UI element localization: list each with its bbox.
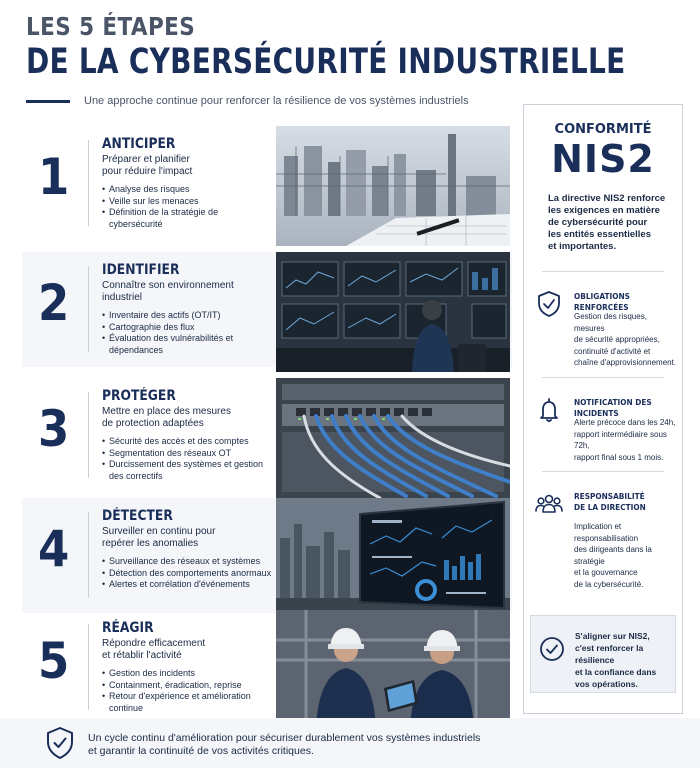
nis2-block-title bbox=[574, 397, 670, 419]
control-room-monitors-photo bbox=[276, 252, 510, 372]
step-bullets bbox=[102, 184, 272, 230]
nis2-block-body-line: continuité d'activité et bbox=[574, 346, 651, 356]
step-description-line: Mettre en place des mesures bbox=[102, 406, 231, 417]
step-title: RÉAGIR bbox=[102, 620, 154, 636]
nis2-block-body bbox=[574, 311, 678, 369]
nis2-title: NIS2 bbox=[551, 137, 655, 181]
nis2-callout-line: vos opérations. bbox=[575, 679, 638, 689]
industrial-plant-blueprint-photo bbox=[276, 126, 510, 246]
bell-icon bbox=[534, 395, 564, 425]
step-bullet: • Retour d'expérience et amélioration continue bbox=[102, 691, 272, 714]
step-number: 4 bbox=[38, 520, 70, 578]
step-description-line: et rétablir l'activité bbox=[102, 650, 182, 661]
nis2-intro-line: La directive NIS2 renforce bbox=[548, 193, 666, 204]
nis2-block-title-line: NOTIFICATION DES INCIDENTS bbox=[574, 398, 652, 418]
monitoring-dashboard-photo bbox=[276, 498, 510, 618]
nis2-panel bbox=[523, 104, 683, 714]
nis2-block-title bbox=[574, 291, 670, 313]
nis2-block-title bbox=[574, 491, 670, 513]
nis2-block-title-line: DE LA DIRECTION bbox=[574, 503, 646, 512]
step-description bbox=[102, 638, 262, 662]
nis2-callout bbox=[530, 615, 676, 693]
step-description-line: de protection adaptées bbox=[102, 418, 204, 429]
nis2-block-body-line: chaîne d'approvisionnement. bbox=[574, 358, 677, 367]
nis2-block-body bbox=[574, 521, 678, 590]
shield-check-icon bbox=[44, 725, 76, 761]
nis2-intro-line: les entités essentielles bbox=[548, 229, 651, 240]
step-bullet: • Analyse des risques bbox=[102, 184, 272, 196]
footer-banner bbox=[0, 718, 700, 768]
step-title: DÉTECTER bbox=[102, 508, 173, 524]
subtitle: Une approche continue pour renforcer la résilience de vos systèmes industriels bbox=[84, 95, 469, 107]
nis2-block-body-line: rapport intermédiaire sous 72h, bbox=[574, 429, 667, 450]
nis2-callout-line: S'aligner sur NIS2, bbox=[575, 631, 650, 641]
title-line-1: LES 5 ÉTAPES bbox=[26, 12, 196, 41]
step-2 bbox=[22, 252, 512, 367]
nis2-separator bbox=[542, 471, 664, 472]
step-4 bbox=[22, 498, 512, 613]
footer-line: et garantir la continuité de vos activités critiques. bbox=[88, 745, 314, 757]
step-bullet: • Containment, éradication, reprise bbox=[102, 680, 272, 692]
title-line-2: DE LA CYBERSÉCURITÉ INDUSTRIELLE bbox=[26, 42, 626, 82]
step-description bbox=[102, 406, 262, 430]
footer-text bbox=[88, 732, 480, 758]
step-description-line: industriel bbox=[102, 292, 143, 303]
nis2-block-body-line: de la cybersécurité. bbox=[574, 579, 644, 589]
nis2-intro-line: les exigences en matière bbox=[548, 205, 660, 216]
nis2-block-body-line: rapport final sous 1 mois. bbox=[574, 452, 664, 462]
step-3 bbox=[22, 378, 512, 493]
step-bullets bbox=[102, 436, 272, 482]
step-description-line: repérer les anomalies bbox=[102, 538, 199, 549]
nis2-block-body-line: et la gouvernance bbox=[574, 568, 638, 577]
step-title: IDENTIFIER bbox=[102, 262, 180, 278]
step-bullet: • Durcissement des systèmes et gestion des correctifs bbox=[102, 459, 272, 482]
step-bullet: • Évaluation des vulnérabilités et dépendances bbox=[102, 333, 272, 356]
nis2-intro-line: de cybersécurité pour bbox=[548, 217, 648, 228]
step-description-line: Préparer et planifier bbox=[102, 154, 190, 165]
step-bullet: • Inventaire des actifs (OT/IT) bbox=[102, 310, 272, 322]
step-number: 3 bbox=[38, 400, 70, 458]
step-5 bbox=[22, 610, 512, 725]
step-description-line: pour réduire l'impact bbox=[102, 166, 193, 177]
nis2-block-body bbox=[574, 417, 678, 463]
step-bullet: • Gestion des incidents bbox=[102, 668, 272, 680]
nis2-callout-text bbox=[575, 630, 673, 690]
check-circle-icon bbox=[537, 634, 567, 664]
step-number: 5 bbox=[38, 632, 70, 690]
title-rule bbox=[26, 100, 70, 103]
nis2-block-body-line: de sécurité appropriées, bbox=[574, 335, 660, 344]
nis2-separator bbox=[542, 377, 664, 378]
step-divider bbox=[88, 266, 89, 352]
step-description bbox=[102, 526, 262, 550]
step-bullet: • Détection des comportements anormaux bbox=[102, 568, 272, 580]
step-number: 1 bbox=[38, 148, 70, 206]
step-title: ANTICIPER bbox=[102, 136, 176, 152]
step-description-line: Connaître son environnement bbox=[102, 280, 234, 291]
step-description-line: Répondre efficacement bbox=[102, 638, 206, 649]
step-number: 2 bbox=[38, 274, 70, 332]
people-icon bbox=[534, 489, 564, 519]
footer-line: Un cycle continu d'amélioration pour sécuriser durablement vos systèmes industriels bbox=[88, 732, 481, 744]
step-description bbox=[102, 154, 262, 178]
step-description-line: Surveiller en continu pour bbox=[102, 526, 216, 537]
nis2-callout-line: et la confiance dans bbox=[575, 667, 657, 677]
step-bullet: • Cartographie des flux bbox=[102, 322, 272, 334]
nis2-block-title-line: RESPONSABILITÉ bbox=[574, 492, 645, 501]
step-bullets bbox=[102, 556, 272, 591]
step-bullet: • Segmentation des réseaux OT bbox=[102, 448, 272, 460]
step-bullet: • Surveillance des réseaux et systèmes bbox=[102, 556, 272, 568]
step-bullets bbox=[102, 310, 272, 356]
step-divider bbox=[88, 392, 89, 478]
shield-check-icon bbox=[534, 289, 564, 319]
nis2-label: CONFORMITÉ bbox=[554, 122, 652, 137]
nis2-block-body-line: Alerte précoce dans les 24h, bbox=[574, 418, 676, 427]
step-bullet: • Définition de la stratégie de cybersécurité bbox=[102, 207, 272, 230]
nis2-block-body-line: des dirigeants dans la stratégie bbox=[574, 545, 652, 566]
nis2-block-body-line: Gestion des risques, mesures bbox=[574, 312, 647, 333]
step-divider bbox=[88, 624, 89, 710]
step-bullet: • Sécurité des accès et des comptes bbox=[102, 436, 272, 448]
step-bullet: • Veille sur les menaces bbox=[102, 196, 272, 208]
step-bullet: • Alertes et corrélation d'événements bbox=[102, 579, 272, 591]
step-divider bbox=[88, 512, 89, 598]
nis2-block-title-line: OBLIGATIONS RENFORCÉES bbox=[574, 292, 630, 312]
nis2-separator bbox=[542, 271, 664, 272]
nis2-callout-line: c'est renforcer la résilience bbox=[575, 643, 644, 665]
step-title: PROTÉGER bbox=[102, 388, 176, 404]
step-description bbox=[102, 280, 262, 304]
nis2-block-body-line: Implication et responsabilisation bbox=[574, 522, 639, 543]
engineers-with-tablet-photo bbox=[276, 610, 510, 730]
step-bullets bbox=[102, 668, 272, 714]
step-divider bbox=[88, 140, 89, 226]
step-1 bbox=[22, 126, 512, 241]
network-switch-cables-photo bbox=[276, 378, 510, 498]
nis2-intro bbox=[548, 193, 666, 253]
nis2-intro-line: et importantes. bbox=[548, 241, 617, 252]
